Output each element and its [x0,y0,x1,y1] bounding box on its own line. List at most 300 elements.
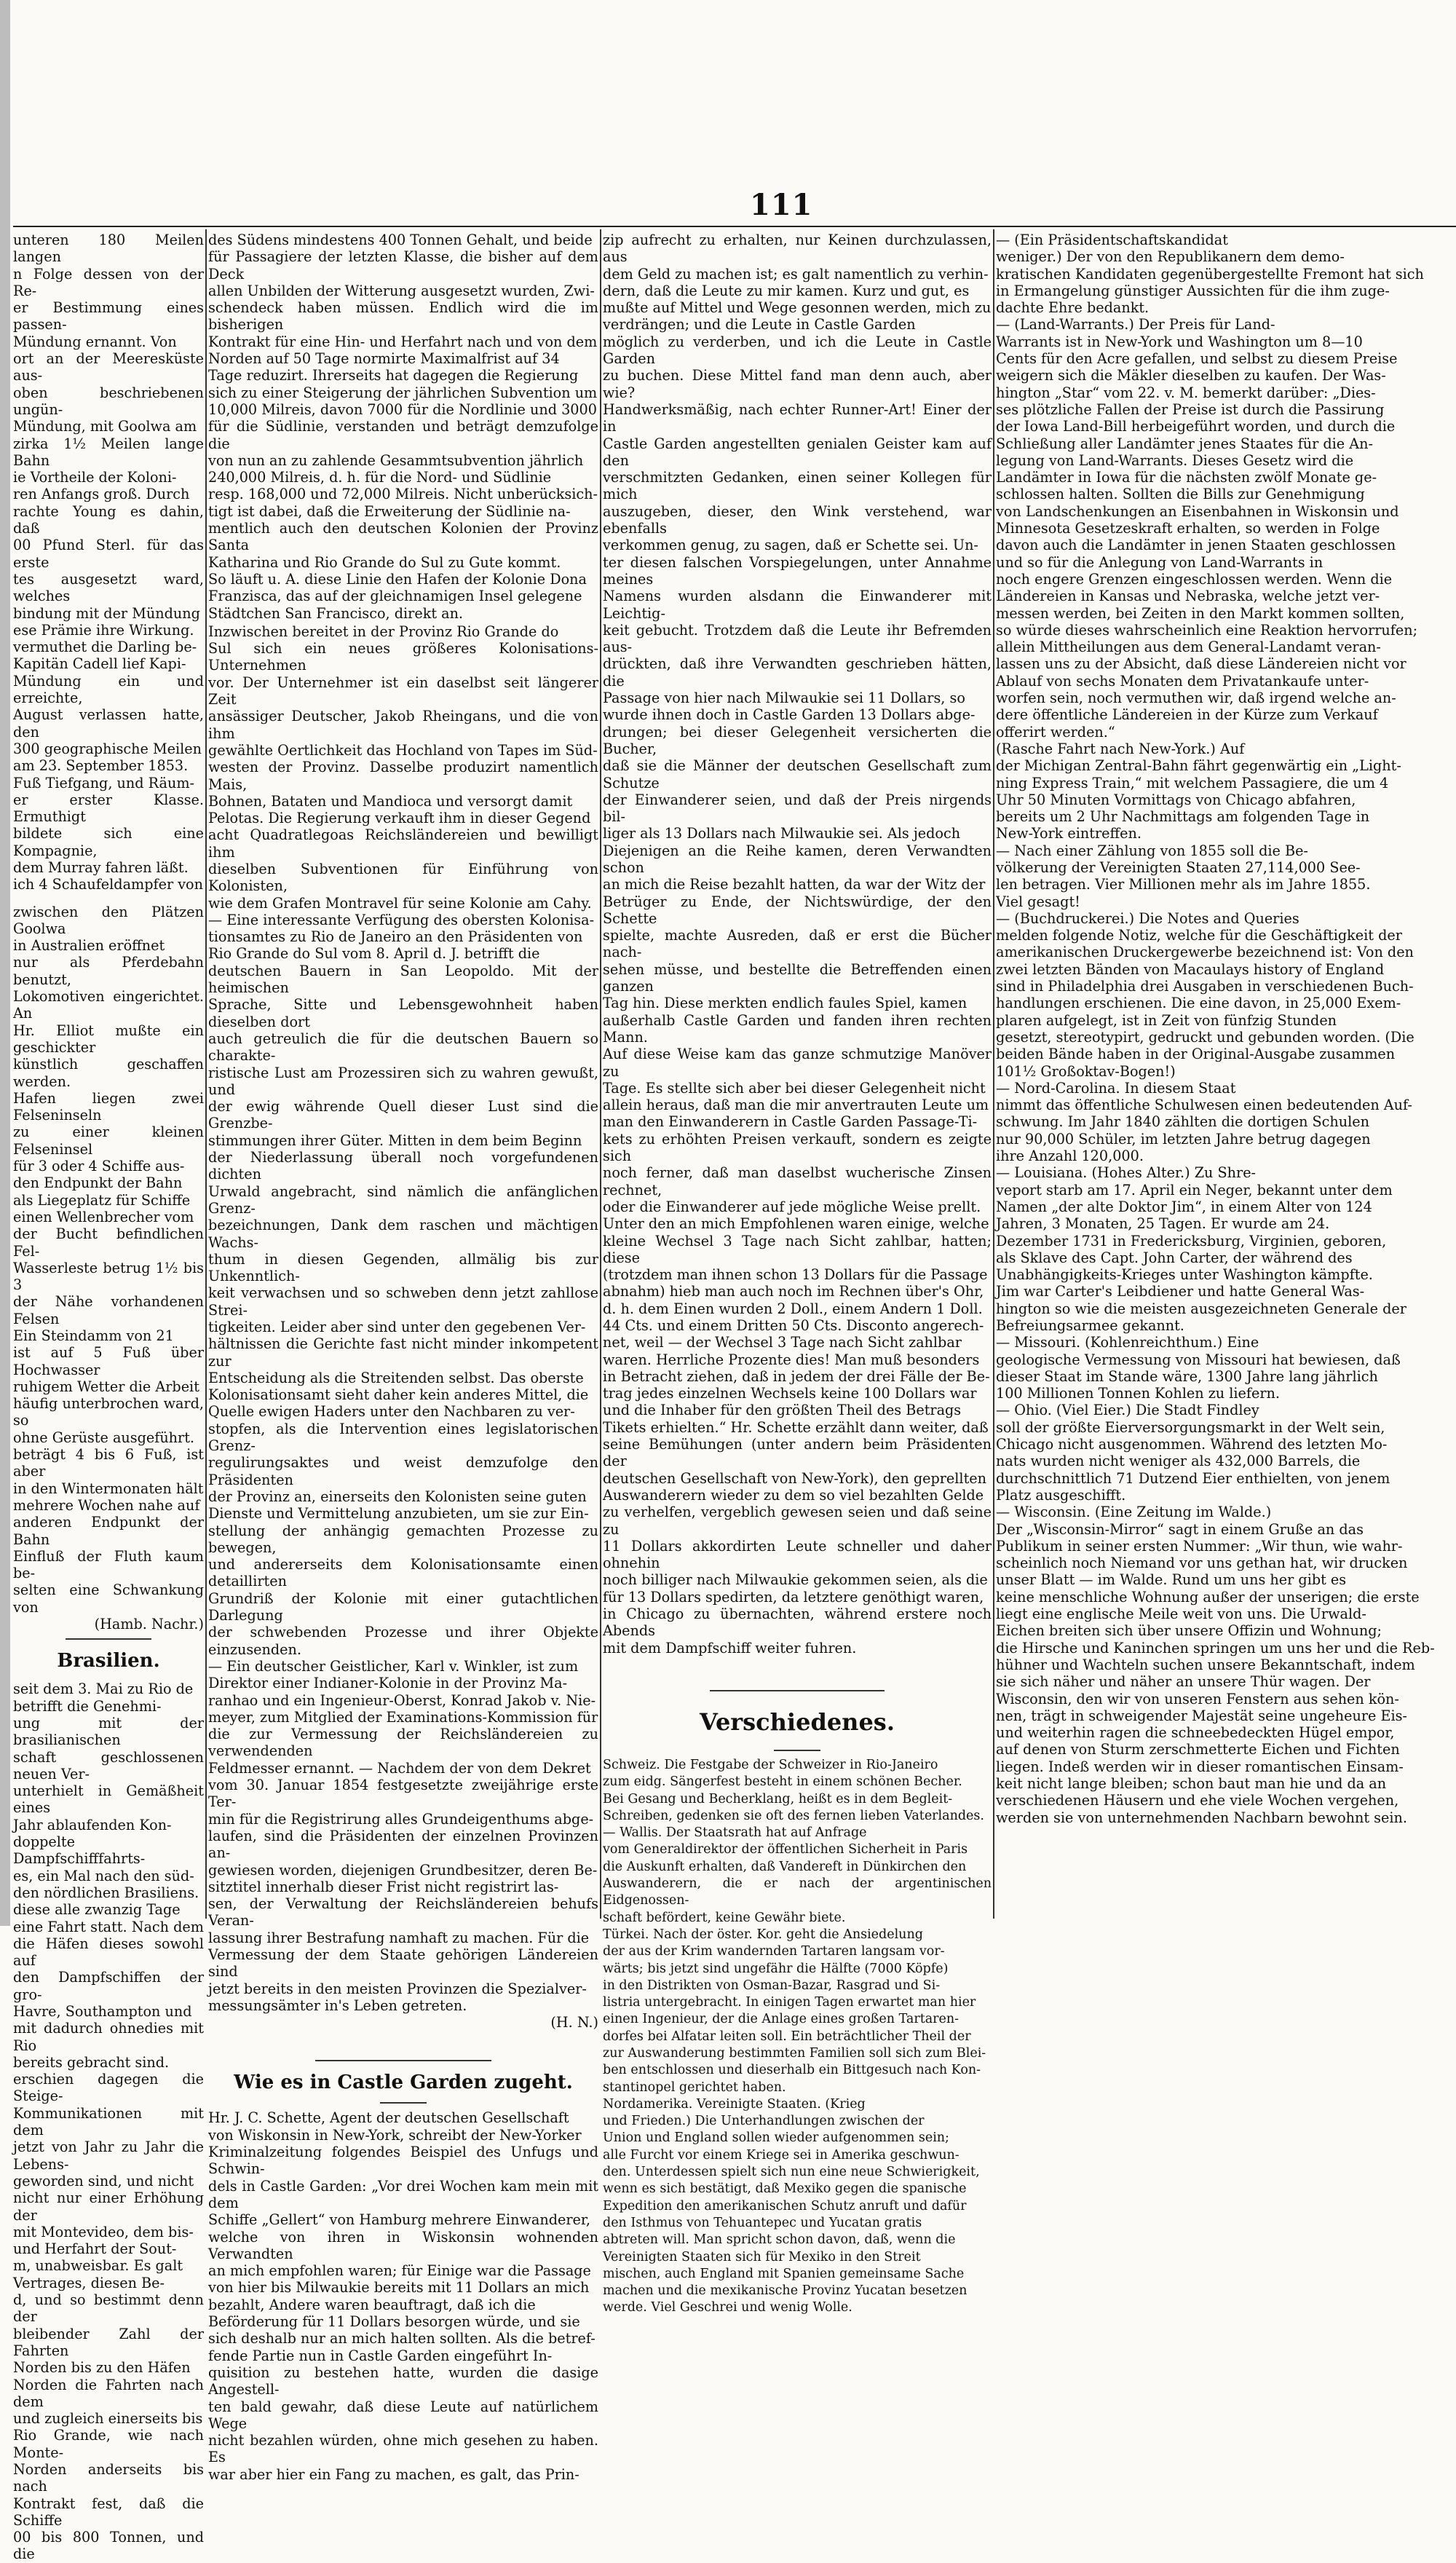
text-line: als Sklave des Capt. John Carter, der während des [996,1249,1353,1266]
text-line: häufig unterbrochen ward, so [13,1395,204,1429]
text-line: stimmungen ihrer Güter. Mitten in dem beim Beginn [208,1132,582,1149]
text-line: des Südens mindestens 400 Tonnen Gehalt, und beide [208,232,593,248]
text-line: gewählte Oertlichkeit das Hochland von Tapes im Süd- [208,741,598,759]
text-line: messungsämter in's Leben getreten. [208,1997,467,2014]
text-line: schendeck haben müssen. Endlich wird die im bisherigen [208,299,598,333]
text-line: der Iowa Land-Bill herbeigeführt worden, und durch die [996,418,1396,435]
text-line: für 13 Dollars spedirten, da letztere genöthigt waren, [603,1588,984,1606]
text-line: liegen. Indeß werden wir in dieser romantischen Einsam- [996,1758,1404,1775]
text-line: Jim war Carter's Leibdiener und hatte General Was- [996,1283,1365,1300]
text-line: sich zu einer Steigerung der jährlichen Subvention um [208,384,598,401]
text-line: quisition zu bestehen hatte, wurden die dasige Angestell- [208,2363,598,2398]
text-line: noch ferner, daß man daselbst wucherische Zinsen rechnet, [603,1164,992,1198]
text-line: und so für die Anlegung von Land-Warrants in [996,553,1324,571]
text-line: 240,000 Milreis, d. h. für die Nord- und Südlinie [208,469,552,486]
text-line: zu einer kleinen Felseninsel [13,1123,204,1158]
text-line: schlossen halten. Sollten die Bills zur Genehmigung [996,486,1365,503]
text-line: Mündung ein und erreichte, [13,672,204,707]
text-line: 44 Cts. und einem Dritten 50 Cts. Disconto angerech- [603,1317,984,1334]
text-line: selten eine Schwankung von [13,1581,204,1616]
text-line: scheinlich noch Niemand vor uns gethan hat, wir drucken [996,1555,1408,1572]
text-line: dieselben Subventionen für Einführung von Kolonisten, [208,860,598,895]
text-line: seine Bemühungen (unter andern beim Präsidenten der [603,1436,992,1470]
text-line: in den Wintermonaten hält [13,1480,204,1497]
text-line: Pelotas. Die Regierung verkauft ihm in dieser Gegend [208,810,591,827]
text-line: — Wallis. Der Staatsrath hat auf Anfrage [603,1825,867,1841]
text-line: deutschen Gesellschaft von New-York), den geprellten [603,1469,986,1487]
text-line: der Provinz an, einerseits den Kolonisten seine guten [208,1488,587,1505]
text-line: die Häfen dieses sowohl auf [13,1935,204,1970]
text-line: mit Montevideo, dem bis- [13,2223,194,2240]
text-line: hühner und Wachteln suchen unsere Bekanntschaft, indem [996,1656,1415,1673]
text-line: net, weil — der Wechsel 3 Tage nach Sicht zahlbar [603,1334,962,1351]
text-line: der Bucht befindlichen Fel- [13,1225,204,1260]
text-line: der Nähe vorhandenen Felsen [13,1293,204,1327]
text-line: Hr. J. C. Schette, Agent der deutschen Gesellschaft [208,2109,569,2127]
text-line: ranhao und ein Ingenieur-Oberst, Konrad Jakob v. Nie- [208,1691,596,1709]
text-line: liger als 13 Dollars nach Milwaukie sei. Als jedoch [603,825,961,842]
text-line: die Hirsche und Kaninchen springen um uns her und die Reb- [996,1639,1435,1656]
text-line: bleibender Zahl der Fahrten [13,2325,204,2359]
text-line: New-York eintreffen. [996,825,1142,842]
text-line: len betragen. Vier Millionen mehr als im Jahre 1855. [996,876,1371,893]
text-line: Diejenigen an die Reihe kamen, deren Verwandten schon [603,842,992,876]
text-line: Lokomotiven eingerichtet. An [13,988,204,1022]
text-line: Norden auf 50 Tage normirte Maximalfrist auf 34 [208,350,560,368]
text-line: in Ermangelung günstiger Aussichten für die ihm zuge- [996,282,1390,299]
text-line: und andererseits dem Kolonisationsamte einen detaillirten [208,1556,598,1590]
text-line: Havre, Southampton und [13,2002,192,2020]
text-line: — Nord-Carolina. In diesem Staat [996,1079,1236,1097]
text-line: dem Geld zu machen ist; es galt namentlich zu verhin- [603,265,989,283]
text-line: vom 30. Januar 1854 festgesetzte zweijährige erste Ter- [208,1777,598,1811]
text-line: — (Ein Präsidentschaftskandidat [996,232,1228,248]
text-line: ist auf 5 Fuß über Hochwasser [13,1344,204,1378]
text-line: gewiesen worden, diejenigen Grundbesitzer, deren Be- [208,1861,598,1879]
heading-verschiedenes: Verschiedenes. [700,1707,895,1736]
text-line: Quelle ewigen Haders unter den Nachbaren zu ver- [208,1403,575,1421]
text-line: Grundriß der Kolonie mit einer gutachtlichen Darlegung [208,1589,598,1624]
text-line: 300 geographische Meilen [13,740,202,757]
text-line: für die Südlinie, verstanden und beträgt demzufolge die [208,418,598,452]
text-line: dels in Castle Garden: „Vor drei Wochen kam mein mit dem [208,2177,598,2211]
text-line: künstlich geschaffen werden. [13,1056,204,1090]
column-divider-3 [993,229,994,1919]
text-line: werden sie von unternehmenden Nachbarn bewohnt sein. [996,1809,1407,1826]
text-line: melden folgende Notiz, welche für die Geschäftigkeit der [996,927,1402,944]
column-1 [13,232,204,2563]
text-line: trag jedes einzelnen Wechsels keine 100 Dollars war [603,1385,977,1402]
text-line: ristische Lust am Prozessiren sich zu wahren gewußt, und [208,1064,598,1098]
text-line: Eichen breiten sich über unsere Offizin und Wohnung; [996,1622,1382,1640]
text-line: Ländereien in Kansas und Nebraska, welche jetzt ver- [996,588,1380,605]
text-line: Kontrakt für eine Hin- und Herfahrt nach und von dem [208,333,598,350]
text-line: Viel gesagt! [996,893,1080,910]
section-rule [66,1638,151,1640]
text-line: keit verwachsen und so schweben denn jetzt zahllose Strei- [208,1284,598,1319]
text-line: 00 bis 800 Tonnen, und die [13,2529,204,2563]
text-line: Wasserleste betrug 1½ bis 3 [13,1259,204,1294]
text-line: Unabhängigkeits-Krieges unter Washington kämpfte. [996,1266,1373,1284]
text-line: so würde dieses wahrscheinlich eine Reaktion hervorrufen; [996,621,1418,639]
column3-para1 [603,232,992,1656]
text-line: zu verhelfen, vergeblich gewesen seien und daß seine zu [603,1504,992,1538]
text-line: Namens wurden alsdann die Einwanderer mit Leichtig- [603,588,992,622]
text-line: Auswanderern, die er nach der argentinischen Eidgenossen- [603,1876,992,1908]
text-line: stopfen, als die Intervention eines legislatorischen Grenz- [208,1420,598,1455]
text-line: einen Wellenbrecher vom [13,1208,194,1225]
text-line: wenn es sich bestätigt, daß Mexiko gegen die spanische [603,2181,967,2197]
text-line: Bei Gesang und Becherklang, heißt es in dem Begleit- [603,1791,953,1806]
text-line: wärts; bis jetzt sind ungefähr die Hälfte (7000 Köpfe) [603,1961,949,1976]
text-line: Sul sich ein neues größeres Kolonisations-Unternehmen [208,640,598,674]
text-line: Auf diese Weise kam das ganze schmutzige Manöver zu [603,1046,992,1080]
section-rule-small [380,2102,427,2104]
text-line: Dezember 1731 in Fredericksburg, Virginien, geboren, [996,1232,1387,1249]
text-line: Sprache, Sitte und Lebensgewohnheit haben dieselben dort [208,996,598,1030]
text-line: schaft befördert, keine Gewähr biete. [603,1910,846,1925]
text-line: Warrants ist in New-York und Washington um 8—10 [996,333,1363,350]
text-line: d, und so bestimmt denn der [13,2291,204,2326]
text-line: liegt eine englische Meile weit von uns. Die Urwald- [996,1606,1366,1623]
text-line: nicht nur einer Erhöhung der [13,2189,204,2224]
column-2 [208,232,598,2483]
text-line: mit dadurch ohnedies mit Rio [13,2020,204,2054]
text-line: Passage von hier nach Milwaukie sei 11 Dollars, so [603,690,965,707]
text-line: weniger.) Der von den Republikanern dem demo- [996,248,1345,266]
text-line: ort an der Meeresküste aus- [13,350,204,384]
text-line: amerikanischen Druckergewerbe bezeichnend ist: Von den [996,944,1414,961]
text-line: werde. Viel Geschrei und wenig Wolle. [603,2300,852,2315]
text-line: Kapitän Cadell lief Kapi- [13,655,186,673]
text-line: und Herfahrt der Sout- [13,2240,177,2258]
text-line: und zugleich einerseits bis [13,2410,203,2428]
column-divider-1 [205,229,207,1919]
text-line: drungen; bei dieser Gelegenheit versicherten die Bucher, [603,723,992,757]
text-line: bereits um 2 Uhr Nachmittags am folgenden Tage in [996,808,1370,826]
text-line: Einfluß der Fluth kaum be- [13,1547,204,1582]
text-line: August verlassen hatte, den [13,706,204,741]
heading-castle-garden: Wie es in Castle Garden zugeht. [234,2072,573,2094]
text-line: Chicago nicht ausgenommen. Während des letzten Mo- [996,1436,1388,1453]
text-line: mehrere Wochen nahe auf [13,1496,200,1514]
source-note-hamb: (Hamb. Nachr.) [94,1616,204,1633]
text-line: meyer, zum Mitglied der Examinations-Kommission für [208,1708,598,1726]
text-line: die Auskunft erhalten, daß Vandereft in Dünkirchen den [603,1859,967,1874]
text-line: Der „Wisconsin-Mirror“ sagt in einem Gruße an das [996,1520,1364,1538]
text-line: in den Distrikten von Osman-Bazar, Rasgrad und Si- [603,1978,941,1993]
text-line: den Isthmus von Tehuantepec und Yucatan gratis [603,2215,922,2230]
text-line: Schiffe „Gellert“ von Hamburg mehrere Einwanderer, [208,2211,591,2229]
text-line: an mich empfohlen waren; für Einige war die Passage [208,2262,591,2280]
text-line: gesetzt, stereotypirt, gedruckt und gebunden worden. (Die [996,1028,1415,1046]
text-line: verkommen genug, zu sagen, daß er Schette sei. Un- [603,537,978,554]
text-line: ohne Gerüste ausgeführt. [13,1429,195,1446]
text-line: abtreten will. Man spricht schon davon, daß, wenn die [603,2232,956,2248]
text-line: weigern sich die Mäkler dieselben zu kaufen. Der Was- [996,367,1386,384]
text-line: sen, der Verwaltung der Reichsländereien behufs Veran- [208,1895,598,1930]
text-line: m, unabweisbar. Es galt [13,2257,183,2275]
text-line: die zur Vermessung der Reichsländereien zu verwendenden [208,1726,598,1760]
text-line: doppelte Dampfschifffahrts- [13,1833,146,1868]
text-line: den. Unterdessen spielt sich nun eine neue Schwierigkeit, [603,2165,980,2180]
text-line: mentlich auch den deutschen Kolonien der Provinz Santa [208,520,598,554]
text-line: vermuthet die Darling be- [13,639,197,656]
text-line: einen Ingenieur, der die Anlage eines großen Tartaren- [603,2012,960,2027]
text-line: — Nach einer Zählung von 1855 soll die Be- [996,842,1308,859]
text-line: bindung mit der Mündung [13,604,200,622]
text-line: schaft geschlossenen neuen Ver- [13,1748,204,1782]
text-line: machen und die mexikanische Provinz Yucatan besetzen [603,2283,968,2299]
text-line: sie sich näher und näher an unsere Thür wagen. Der [996,1673,1371,1691]
text-line: Landämter in Iowa für die nächsten zwölf Monate ge- [996,469,1377,486]
column1-part-a [13,232,204,893]
text-line: dachte Ehre bedankt. [996,299,1150,317]
text-line: ansässiger Deutscher, Jakob Rheingans, und die von ihm [208,708,598,742]
text-line: Direktor einer Indianer-Kolonie in der Provinz Ma- [208,1675,568,1692]
text-line: Feldmesser ernannt. — Nachdem der von dem Dekret [208,1759,591,1777]
text-line: Katharina und Rio Grande do Sul zu Gute kommt. [208,553,561,571]
text-line: für 3 oder 4 Schiffe aus- [13,1158,185,1175]
text-line: diese alle zwanzig Tage [13,1901,181,1919]
text-line: an mich die Reise bezahlt hatten, da war der Witz der [603,876,986,893]
text-line: in Betracht ziehen, daß in jedem der drei Fälle der Be- [603,1367,990,1385]
text-line: vor. Der Unternehmer ist ein daselbst seit längerer Zeit [208,674,598,708]
text-line: min für die Registrirung alles Grundeigenthums abge- [208,1810,594,1828]
text-line: tigt ist dabei, daß die Erweiterung der Südlinie na- [208,502,571,520]
text-line: für Passagiere der letzten Klasse, die bisher auf dem Deck [208,248,598,283]
text-line: acht Quadratlegoas Reichsländereien und bewilligt ihm [208,826,598,861]
text-line: — Missouri. (Kohlenreichthum.) Eine [996,1334,1259,1351]
text-line: wie dem Grafen Montravel für seine Kolonie am Cahy. [208,894,592,912]
text-line: daß sie die Männer der deutschen Gesellschaft zum Schutze [603,757,992,791]
text-line: (trotzdem man ihnen schon 13 Dollars für die Passage [603,1266,988,1284]
text-line: Castle Garden angestellten genialen Geister kam auf den [603,435,992,469]
text-line: am 23. September 1853. [13,757,189,775]
text-line: welche von ihren in Wiskonsin wohnenden Verwandten [208,2228,598,2262]
text-line: der Michigan Zentral-Bahn fährt gegenwärtig ein „Light- [996,757,1401,775]
text-line: dern, daß die Leute zu mir kamen. Kurz und gut, es [603,282,970,299]
text-line: soll der größte Eierversorgungsmarkt in der Welt sein, [996,1418,1385,1436]
text-line: rachte Young es dahin, daß [13,502,204,537]
text-line: dem Murray fahren läßt. [13,858,189,876]
text-line: der schwebenden Prozesse und ihrer Objekte einzusenden. [208,1624,598,1658]
text-line: — Louisiana. (Hohes Alter.) Zu Shre- [996,1164,1257,1182]
text-line: möglich zu verderben, und ich die Leute in Castle Garden [603,333,992,368]
text-line: sind in Philadelphia drei Ausgaben in verschiedenen Buch- [996,978,1414,995]
text-line: plaren aufgelegt, ist in Zeit von fünfzig Stunden [996,1011,1337,1029]
text-line: nen, trägt in schweigender Majestät seine ungeheure Eis- [996,1707,1407,1724]
text-line: sehen müsse, und bestellte die Betreffenden einen ganzen [603,960,992,995]
text-line: ung mit der brasilianischen [13,1714,204,1749]
text-line: nats wurden nicht weniger als 432,000 Barrels, die [996,1453,1361,1470]
text-line: unteren 180 Meilen langen [13,232,204,266]
text-line: Kontrakt fest, daß die Schiffe [13,2495,204,2529]
text-line: ren Anfangs groß. Durch [13,486,190,503]
text-line: Jahr ablaufenden Kon- [13,1816,172,1833]
text-line: messen werden, bei Zeiten in den Markt kommen sollten, [996,604,1405,622]
text-line: mit dem Dampfschiff weiter fuhren. [603,1639,857,1656]
text-line: So läuft u. A. diese Linie den Hafen der Kolonie Dona [208,570,587,588]
text-line: zip aufrecht zu erhalten, nur Keinen durchzulassen, aus [603,232,992,266]
column-divider-2 [600,229,601,1919]
text-line: eine Fahrt statt. Nach dem [13,1918,204,1935]
text-line: westen der Provinz. Dasselbe produzirt namentlich Mais, [208,759,598,793]
text-line: 00 Pfund Sterl. für das erste [13,537,204,571]
text-line: beträgt 4 bis 6 Fuß, ist aber [13,1446,204,1480]
text-line: Befreiungsarmee gekannt. [996,1317,1184,1334]
text-line: Cents für den Acre gefallen, und selbst zu diesem Preise [996,350,1398,368]
column2-para3 [208,2109,598,2483]
text-line: kleine Wechsel 3 Tage nach Sicht zahlbar, hatten; diese [603,1232,992,1266]
text-line: spielte, machte Ausreden, daß er erst die Bücher nach- [603,927,992,961]
text-line: allein heraus, daß man die mir anvertrauten Leute um [603,1097,989,1114]
text-line: Tage reduzirt. Ihrerseits hat dagegen die Regierung [208,367,579,384]
text-line: — (Land-Warrants.) Der Preis für Land- [996,316,1275,333]
text-line: lassung ihrer Bestrafung namhaft zu machen. Für die [208,1929,590,1946]
header-rule [13,226,1456,227]
text-line: der ewig währende Quell dieser Lust sind die Grenzbe- [208,1098,598,1132]
text-line: — Eine interessante Verfügung des obersten Kolonisa- [208,911,595,928]
text-line: listria untergebracht. In einigen Tagen erwartet man hier [603,1995,976,2010]
text-line: hington „Star“ vom 22. v. M. bemerkt darüber: „Dies- [996,384,1376,401]
text-line: Norden die Fahrten nach dem [13,2376,204,2410]
text-line: durchschnittlich 71 Dutzend Eier enthielten, von jenem [996,1469,1390,1487]
column3-para2 [603,1757,992,2317]
text-line: Expedition den amerikanischen Schutz anruft und dafür [603,2198,967,2214]
text-line: ten bald gewahr, daß diese Leute auf natürlichem Wege [208,2398,598,2432]
text-line: wurde ihnen doch in Castle Garden 13 Dollars abge- [603,706,976,724]
text-line: bezahlt, Andere waren beauftragt, daß ich die [208,2296,536,2313]
column-4 [996,232,1444,1826]
text-line: Schließung aller Landämter jenes Staates für die An- [996,435,1373,452]
text-line: Entscheidung als die Streitenden selbst. Das oberste [208,1369,584,1386]
text-line: Türkei. Nach der öster. Kor. geht die Ansiedelung [603,1927,923,1942]
scan-edge-strip [0,0,10,1926]
text-line: völkerung der Vereinigten Staaten 27,114,000 See- [996,858,1361,876]
text-line: Mündung ernannt. Von [13,333,177,350]
text-line: Kommunikationen mit dem [13,2104,204,2139]
column1-part-b [13,904,204,1616]
text-line: alle Furcht vor einem Kriege sei in Amerika geschwun- [603,2147,960,2163]
text-line: jetzt von Jahr zu Jahr die Lebens- [13,2139,204,2173]
page-number: 111 [750,188,813,222]
text-line: dere öffentliche Ländereien in der Kürze zum Verkauf [996,706,1378,724]
text-line: thum in diesen Gegenden, allmälig bis zur Unkenntlich- [208,1250,598,1285]
text-line: Hr. Elliot mußte ein geschickter [13,1022,204,1056]
text-line: offerirt werden.“ [996,723,1115,741]
text-line: Vereinigten Staaten sich für Mexiko in den Streit [603,2249,921,2264]
text-line: bezeichnungen, Dank dem raschen und mächtigen Wachs- [208,1217,598,1251]
section-rule-small [774,1750,820,1751]
text-line: bildete sich eine Kompagnie, [13,825,204,859]
text-line: von Wiskonsin in New-York, schreibt der New-Yorker [208,2126,582,2144]
text-line: noch billiger nach Milwaukie gekommen seien, als die [603,1571,988,1589]
text-line: allein Mittheilungen aus dem General-Landamt veran- [996,639,1381,656]
source-note-hn: (H. N.) [550,2014,598,2031]
text-line: und Frieden.) Die Unterhandlungen zwischen der [603,2114,925,2129]
text-line: hältnissen die Gerichte fast nicht minder inkompetent zur [208,1335,598,1370]
text-line: von hier bis Milwaukie bereits mit 11 Dollars an mich [208,2279,590,2297]
text-line: schwung. Im Jahr 1840 zählten die dortigen Schulen [996,1113,1369,1131]
text-line: Platz ausgeschifft. [996,1486,1126,1504]
text-line: war aber hier ein Fang zu machen, es galt, das Prin- [208,2465,579,2483]
text-line: dorfes bei Alfatar leiten soll. Ein beträchtlicher Theil der [603,2029,971,2044]
text-line: sich deshalb nur an mich halten sollten. Als die betref- [208,2330,596,2347]
text-line: unser Blatt — im Walde. Rund um uns her gibt es [996,1571,1347,1589]
text-line: — Ohio. (Viel Eier.) Die Stadt Findley [996,1402,1259,1419]
text-line: den Endpunkt der Bahn [13,1174,183,1192]
text-line: tigkeiten. Leider aber sind unter den gegebenen Ver- [208,1319,586,1335]
text-line: beiden Bände haben in der Original-Ausgabe zusammen [996,1046,1396,1063]
text-line: 101½ Großoktav-Bogen!) [996,1062,1176,1080]
text-line: resp. 168,000 und 72,000 Milreis. Nicht unberücksich- [208,486,598,503]
section-rule [315,2060,491,2061]
text-line: verschiedenen Häusern und ehe viele Wochen vergehen, [996,1792,1399,1809]
text-line: oben beschriebenen ungün- [13,384,204,418]
heading-brasilien: Brasilien. [57,1650,160,1673]
text-line: von Landschenkungen an Eisenbahnen in Wiskonsin und [996,502,1399,520]
text-line: (Rasche Fahrt nach New-York.) Auf [996,740,1245,757]
column2-para2 [208,623,598,2014]
text-line: Norden anderseits bis nach [13,2461,204,2495]
text-line: Unter den an mich Empfohlenen waren einige, welche [603,1215,989,1233]
text-line: seit dem 3. Mai zu Rio de [13,1681,194,1698]
text-line: handlungen erschienen. Die eine davon, in 25,000 Exem- [996,995,1401,1012]
text-line: Franzisca, das auf der gleichnamigen Insel gelegene [208,588,582,605]
text-line: Nordamerika. Vereinigte Staaten. (Krieg [603,2096,866,2112]
text-line: 11 Dollars akkordirten Leute schneller und daher ohnehin [603,1537,992,1572]
text-line: vom Generaldirektor der öffentlichen Sicherheit in Paris [603,1842,968,1857]
text-line: in Chicago zu übernachten, während erstere noch Abends [603,1606,992,1640]
text-line: — (Buchdruckerei.) Die Notes and Queries [996,909,1299,927]
text-line: Handwerksmäßig, nach echter Runner-Art! Einer der in [603,400,992,435]
text-line: er Bestimmung eines passen- [13,299,204,333]
text-line: ruhigem Wetter die Arbeit [13,1378,199,1395]
text-line: Tag hin. Diese merkten endlich faules Spiel, kamen [603,995,968,1012]
text-line: nicht bezahlen würden, ohne mich gesehen zu haben. Es [208,2432,598,2466]
text-line: ning Express Train,“ mit welchem Passagiere, die um 4 [996,774,1389,791]
text-line: zur Auswanderung bestimmten Familien soll sich zum Blei- [603,2045,986,2061]
text-line: veport starb am 17. April ein Neger, bekannt unter dem [996,1181,1393,1198]
text-line: Ein Steindamm von 21 [13,1327,174,1344]
text-line: geologische Vermessung von Missouri hat bewiesen, daß [996,1351,1401,1368]
text-line: als Liegeplatz für Schiffe [13,1191,191,1209]
text-line: Uhr 50 Minuten Vormittags von Chicago abfahren, [996,791,1356,808]
text-line: fende Partie nun in Castle Garden eingeführt In- [208,2347,553,2364]
text-line: zu buchen. Diese Mittel fand man denn auch, aber wie? [603,367,992,401]
text-line: auszugeben, dieser, den Wink verstehend, war ebenfalls [603,502,992,537]
text-line: Norden bis zu den Häfen [13,2359,191,2377]
text-line: ben entschlossen und dieserhalb ein Bittgesuch nach Kon- [603,2063,981,2078]
text-line: Inzwischen bereitet in der Provinz Rio Grande do [208,623,559,640]
text-line: kratischen Kandidaten gegenübergestellte Fremont hat sich [996,265,1424,283]
text-line: erschien dagegen die Steige- [13,2071,204,2105]
text-line: 100 Millionen Tonnen Kohlen zu liefern. [996,1385,1280,1402]
text-line: Dienste und Vermittelung anzubieten, um sie zur Ein- [208,1505,589,1523]
text-line: drückten, daß ihre Verwandten geschrieben hätten, die [603,655,992,690]
text-line: ses plötzliche Fallen der Preise ist durch die Passirung [996,400,1385,418]
column-3 [603,232,992,2317]
text-line: deutschen Bauern in San Leopoldo. Mit der heimischen [208,962,598,997]
text-line: Tage. Es stellte sich aber bei dieser Gelegenheit nicht [603,1079,986,1097]
text-line: bereits gebracht sind. [13,2053,170,2071]
text-line: der Einwanderer seien, und daß der Preis nirgends bil- [603,791,992,826]
text-line: davon auch die Landämter in jenen Staaten geschlossen [996,537,1396,554]
text-line: den nördlichen Brasiliens. [13,1884,199,1901]
text-line: Namen „der alte Doktor Jim“, in einem Alter von 124 [996,1198,1372,1215]
text-line: Tikets erhielten.“ Hr. Schette erzählt dann weiter, daß [603,1418,989,1436]
